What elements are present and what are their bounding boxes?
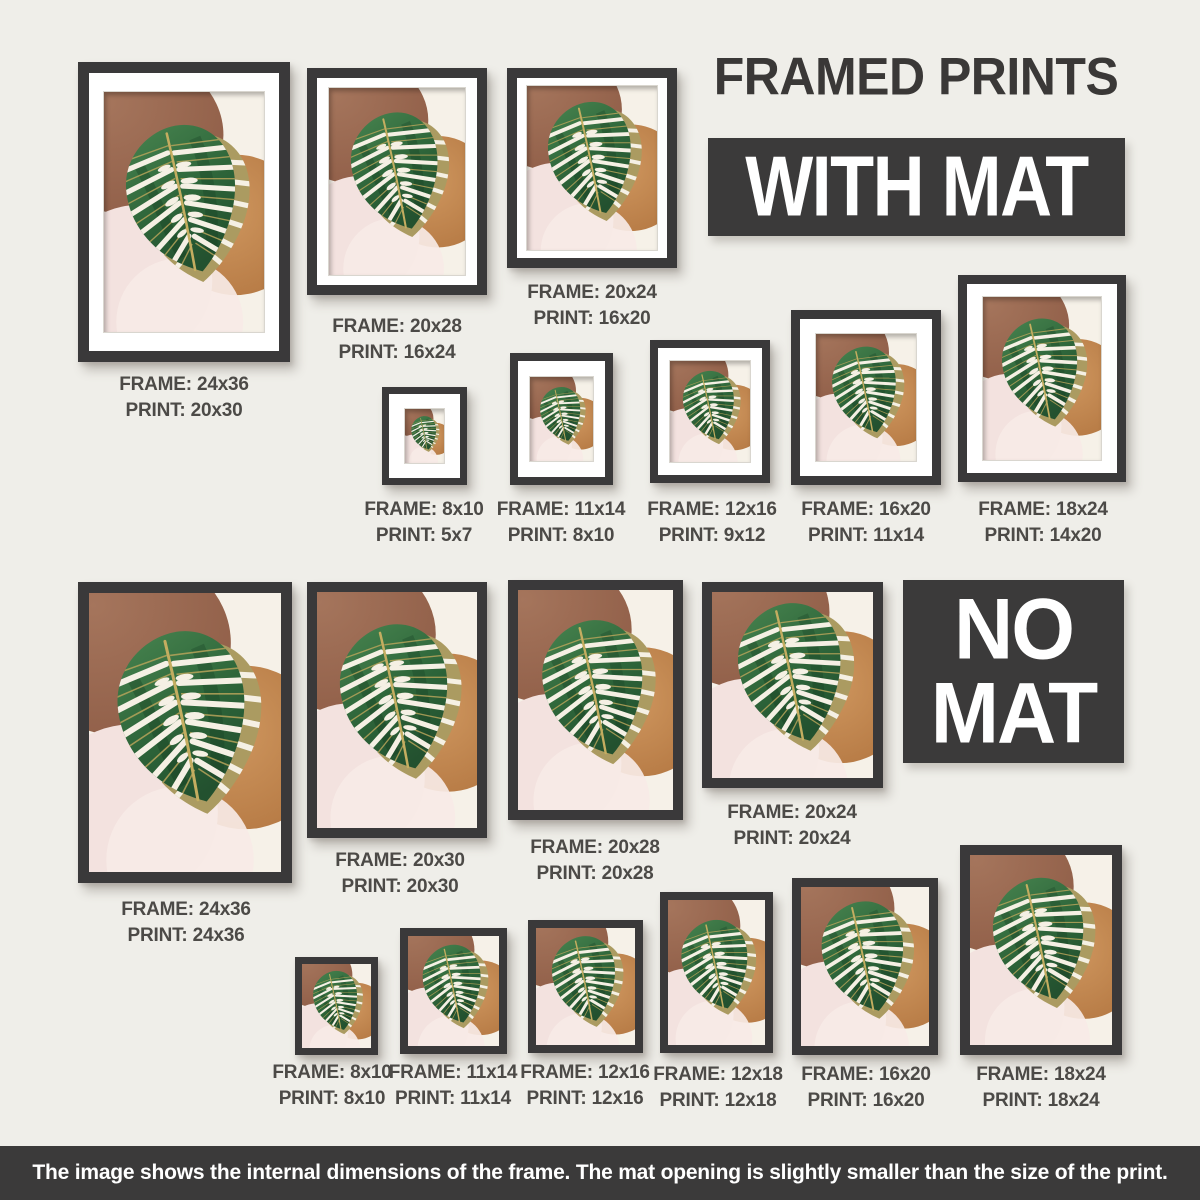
frame-size-text: FRAME: 24x36 bbox=[119, 374, 249, 395]
with-mat-frame-20x24 bbox=[507, 68, 677, 268]
with-mat-label-20x28 bbox=[332, 314, 462, 366]
frame-artwork bbox=[712, 592, 873, 778]
with-mat-frame-11x14 bbox=[510, 353, 613, 485]
with-mat-frame-20x28 bbox=[307, 68, 487, 295]
no-mat-label-11x14 bbox=[389, 1060, 518, 1112]
print-size-text: PRINT: 20x30 bbox=[341, 876, 459, 897]
no-mat-frame-24x36 bbox=[78, 582, 292, 883]
frame-size-text: FRAME: 18x24 bbox=[976, 1064, 1106, 1085]
no-mat-banner-line1: NO bbox=[954, 581, 1073, 677]
frame-size-text: FRAME: 12x16 bbox=[520, 1062, 650, 1083]
no-mat-frame-20x28 bbox=[508, 580, 683, 820]
frame-artwork bbox=[536, 928, 635, 1045]
print-size-text: PRINT: 24x36 bbox=[127, 925, 245, 946]
print-size-text: PRINT: 16x20 bbox=[533, 308, 651, 329]
footer-note-text: The image shows the internal dimensions of the frame. The mat opening is slightly smaller than the size of the print. bbox=[32, 1161, 1168, 1184]
no-mat-banner bbox=[903, 580, 1124, 763]
with-mat-label-16x20 bbox=[801, 497, 931, 549]
print-size-text: PRINT: 5x7 bbox=[375, 525, 473, 546]
frame-size-text: FRAME: 20x24 bbox=[527, 282, 657, 303]
frame-artwork bbox=[317, 592, 477, 828]
frame-artwork bbox=[302, 964, 371, 1048]
with-mat-label-20x24 bbox=[527, 280, 657, 332]
frame-size-text: FRAME: 24x36 bbox=[121, 899, 251, 920]
no-mat-frame-12x18 bbox=[660, 892, 773, 1053]
no-mat-label-8x10 bbox=[272, 1060, 391, 1112]
frame-artwork bbox=[405, 409, 444, 463]
frame-artwork bbox=[530, 377, 593, 461]
frame-artwork bbox=[89, 593, 281, 872]
print-size-text: PRINT: 11x14 bbox=[395, 1088, 511, 1109]
print-size-text: PRINT: 14x20 bbox=[984, 525, 1102, 546]
frame-size-text: FRAME: 11x14 bbox=[388, 1062, 518, 1083]
frame-artwork bbox=[668, 900, 765, 1045]
frame-size-text: FRAME: 16x20 bbox=[801, 1064, 931, 1085]
footer-note-bar bbox=[0, 1146, 1200, 1200]
no-mat-frame-8x10 bbox=[295, 957, 378, 1055]
with-mat-frame-24x36 bbox=[78, 62, 290, 362]
no-mat-label-20x24 bbox=[727, 800, 857, 852]
with-mat-label-12x16 bbox=[647, 497, 777, 549]
print-size-text: PRINT: 16x20 bbox=[807, 1090, 925, 1111]
frame-artwork bbox=[970, 855, 1112, 1045]
print-size-text: PRINT: 18x24 bbox=[982, 1090, 1100, 1111]
with-mat-label-18x24 bbox=[978, 497, 1108, 549]
frame-artwork bbox=[801, 887, 929, 1046]
no-mat-frame-16x20 bbox=[792, 878, 938, 1055]
no-mat-label-20x30 bbox=[335, 848, 465, 900]
frame-size-text: FRAME: 11x14 bbox=[496, 499, 626, 520]
frame-size-text: FRAME: 16x20 bbox=[801, 499, 931, 520]
print-size-text: PRINT: 16x24 bbox=[338, 342, 456, 363]
with-mat-frame-18x24 bbox=[958, 275, 1126, 482]
frame-artwork bbox=[329, 88, 465, 275]
page-title: FRAMED PRINTS bbox=[713, 46, 1119, 107]
with-mat-frame-16x20 bbox=[791, 310, 941, 485]
frame-size-text: FRAME: 12x18 bbox=[653, 1064, 783, 1085]
print-size-text: PRINT: 20x28 bbox=[536, 863, 654, 884]
frame-artwork bbox=[670, 361, 750, 462]
print-size-text: PRINT: 12x16 bbox=[526, 1088, 644, 1109]
print-size-text: PRINT: 8x10 bbox=[507, 525, 615, 546]
with-mat-label-24x36 bbox=[119, 372, 249, 424]
frame-artwork bbox=[518, 590, 673, 810]
no-mat-label-24x36 bbox=[121, 897, 251, 949]
with-mat-label-11x14 bbox=[497, 497, 626, 549]
print-size-text: PRINT: 20x24 bbox=[733, 828, 851, 849]
print-size-text: PRINT: 20x30 bbox=[125, 400, 243, 421]
with-mat-banner bbox=[708, 138, 1125, 236]
print-size-text: PRINT: 11x14 bbox=[808, 525, 924, 546]
frame-size-text: FRAME: 20x28 bbox=[332, 316, 462, 337]
no-mat-frame-20x30 bbox=[307, 582, 487, 838]
with-mat-banner-text: WITH MAT bbox=[745, 139, 1088, 235]
print-size-text: PRINT: 9x12 bbox=[658, 525, 766, 546]
frame-size-text: FRAME: 8x10 bbox=[364, 499, 484, 520]
frame-size-text: FRAME: 20x24 bbox=[727, 802, 857, 823]
frame-size-text: FRAME: 12x16 bbox=[647, 499, 777, 520]
no-mat-label-12x16 bbox=[520, 1060, 650, 1112]
with-mat-label-8x10 bbox=[364, 497, 483, 549]
with-mat-frame-8x10 bbox=[382, 387, 467, 485]
frame-artwork bbox=[816, 334, 916, 461]
no-mat-frame-18x24 bbox=[960, 845, 1122, 1055]
no-mat-banner-line2: MAT bbox=[930, 665, 1097, 761]
no-mat-label-20x28 bbox=[530, 835, 660, 887]
no-mat-label-16x20 bbox=[801, 1062, 931, 1114]
frame-artwork bbox=[408, 936, 499, 1046]
no-mat-label-12x18 bbox=[653, 1062, 783, 1114]
frame-size-text: FRAME: 20x30 bbox=[335, 850, 465, 871]
frame-artwork bbox=[527, 86, 657, 250]
frame-artwork bbox=[983, 297, 1101, 460]
print-size-text: PRINT: 8x10 bbox=[278, 1088, 386, 1109]
frame-size-text: FRAME: 8x10 bbox=[272, 1062, 392, 1083]
frame-size-text: FRAME: 20x28 bbox=[530, 837, 660, 858]
no-mat-frame-11x14 bbox=[400, 928, 507, 1054]
print-size-text: PRINT: 12x18 bbox=[659, 1090, 777, 1111]
no-mat-label-18x24 bbox=[976, 1062, 1106, 1114]
frame-artwork bbox=[104, 92, 264, 332]
no-mat-frame-20x24 bbox=[702, 582, 883, 788]
no-mat-frame-12x16 bbox=[528, 920, 643, 1053]
with-mat-frame-12x16 bbox=[650, 340, 770, 483]
frame-size-text: FRAME: 18x24 bbox=[978, 499, 1108, 520]
